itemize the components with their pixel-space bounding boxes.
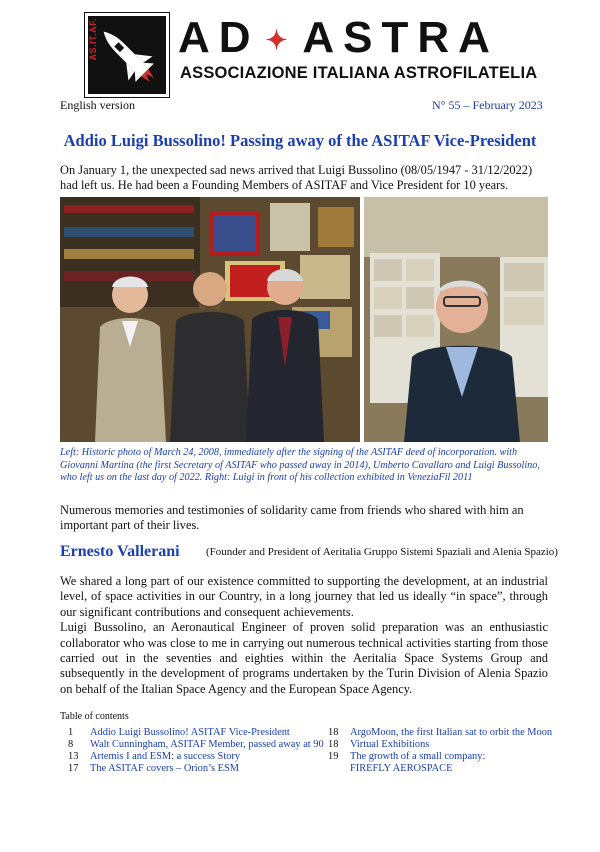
brand-right: ASTRA	[302, 13, 499, 62]
toc-page: 18	[328, 727, 339, 738]
toc-link[interactable]: Walt Cunningham, ASITAF Member, passed away at 90	[90, 739, 324, 750]
toc-link[interactable]: The growth of a small company:	[350, 751, 486, 762]
toc-right-column	[320, 727, 560, 775]
tribute-paragraph-2: Luigi Bussolino, an Aeronautical Engineer of proven solid preparation was an enthusiastic collaborator who was close to me in carrying out numerous technical activities starting from those carried out in the seventies and eighties within the Aeritalia Space Systems Group and subsequently in the development of programs undertaken by the Turin Division of Alenia Spazio on behalf of the Italian Space Agency and the European Space Agency.	[60, 620, 548, 696]
article-headline: Addio Luigi Bussolino! Passing away of the ASITAF Vice-President	[63, 131, 537, 150]
toc-link[interactable]: Addio Luigi Bussolino! ASITAF Vice-President	[90, 727, 290, 738]
toc-page: 18	[328, 739, 339, 750]
toc-item[interactable]	[320, 727, 560, 739]
toc-item[interactable]	[320, 763, 560, 775]
edition-label: English version	[60, 98, 135, 112]
photo-exhibition-portrait	[364, 197, 548, 442]
toc-item[interactable]	[60, 739, 330, 751]
shuttle-icon	[88, 16, 166, 94]
memories-text: Numerous memories and testimonies of solidarity came from friends who shared with him an important part of their lives.	[60, 503, 524, 532]
toc-page: 8	[68, 739, 74, 750]
photo-caption: Left: Historic photo of March 24, 2008, immediately after the signing of the ASITAF deed of incorporation. with Giovanni Martina (the first Secretary of ASITAF who passed away in 2014), Umberto Cavallaro and Luigi Bussolino, who left us on the last day of 2022. Right: Luigi in front of his collection exhibited in VeneziaFil 2011	[60, 447, 540, 483]
tribute-author-role: (Founder and President of Aeritalia Gruppo Sistemi Spaziali and Alenia Spazio)	[206, 546, 558, 558]
toc-link[interactable]: The ASITAF covers – Orion’s ESM	[90, 763, 239, 774]
toc-item[interactable]	[60, 763, 330, 775]
toc-link[interactable]: Virtual Exhibitions	[350, 739, 430, 750]
toc-left-column	[60, 727, 330, 775]
toc-link[interactable]: FIREFLY AEROSPACE	[350, 763, 453, 774]
tribute-paragraph-1: We shared a long part of our existence committed to supporting the development, at an industrial level, of space activities in our Country, in a long journey that led us ideally “in space”, through our significant contributions and consequent achievements.	[60, 574, 548, 619]
toc-page: 19	[328, 751, 339, 762]
tribute-body	[60, 574, 548, 697]
toc-page: 1	[68, 727, 74, 738]
toc-title: Table of contents	[60, 711, 129, 722]
brand-left: AD	[178, 13, 260, 62]
article-intro: On January 1, the unexpected sad news arrived that Luigi Bussolino (08/05/1947 - 31/12/2022) had left us. He had been a Founding Members of ASITAF and Vice President for 10 years.	[60, 163, 533, 192]
toc-item[interactable]	[320, 751, 560, 763]
toc-item[interactable]	[60, 751, 330, 763]
star-icon: ✦	[265, 25, 297, 56]
toc-page: 17	[68, 763, 79, 774]
toc-link[interactable]: ArgoMoon, the first Italian sat to orbit the Moon	[350, 727, 553, 738]
logo-stamp-text: AS.IT.AF.	[88, 18, 98, 61]
brand-subtitle: ASSOCIAZIONE ITALIANA ASTROFILATELIA	[180, 64, 538, 82]
toc-page	[320, 763, 350, 775]
issue-label: N° 55 – February 2023	[432, 98, 543, 112]
toc-link[interactable]: Artemis I and ESM: a success Story	[90, 751, 241, 762]
toc-item[interactable]	[60, 727, 330, 739]
photo-group-portrait	[60, 197, 360, 442]
brand-title	[178, 14, 499, 64]
toc-page: 13	[68, 751, 79, 762]
tribute-author-name: Ernesto Vallerani	[60, 543, 180, 560]
toc-item[interactable]	[320, 739, 560, 751]
